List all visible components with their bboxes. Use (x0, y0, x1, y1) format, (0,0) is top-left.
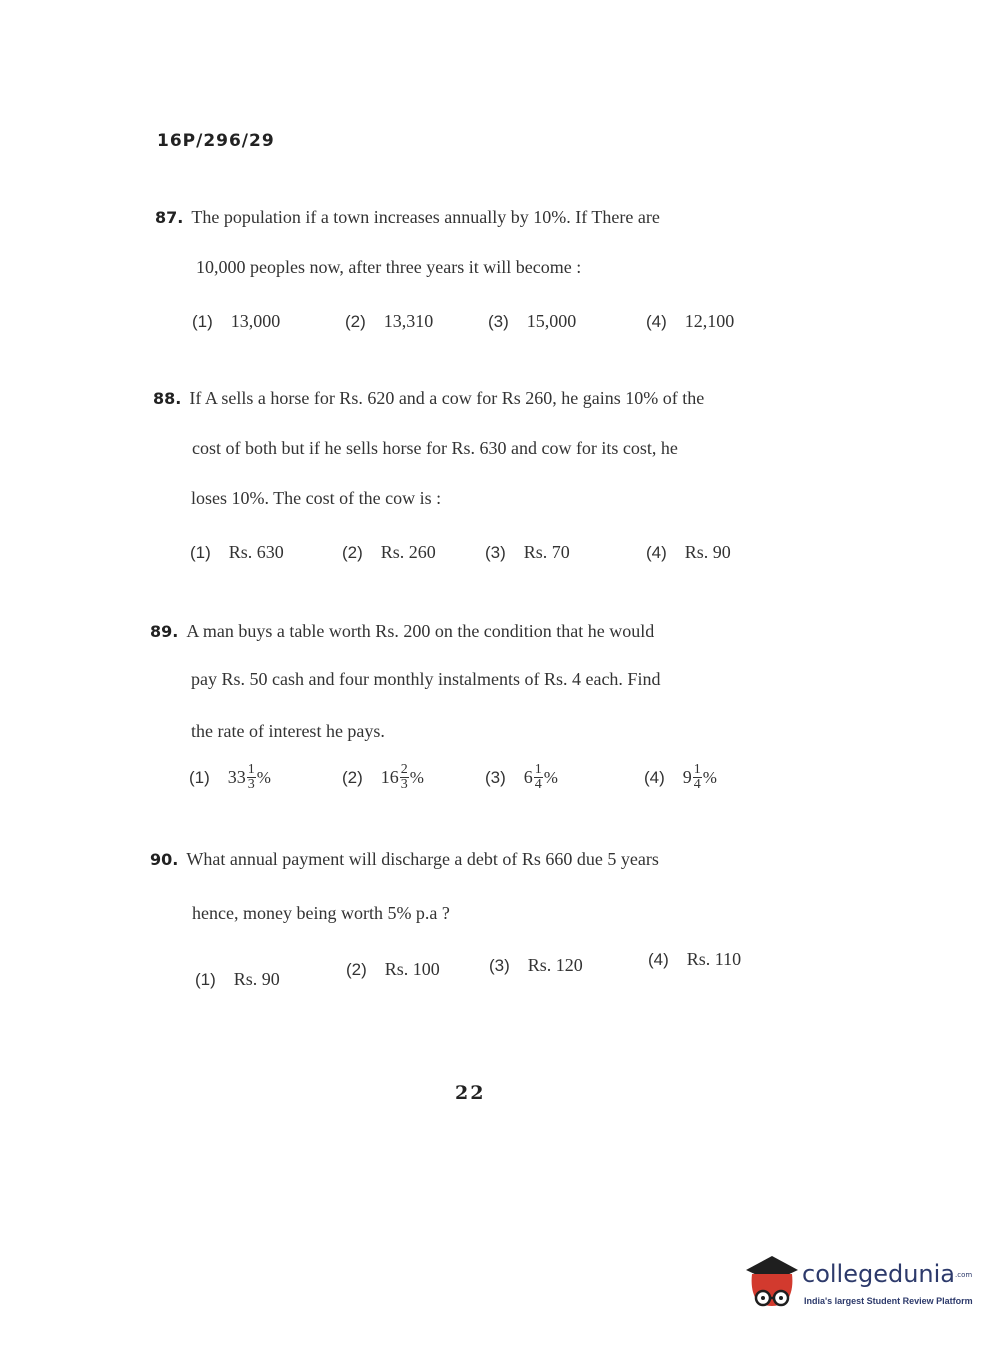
question-line (153, 388, 704, 409)
question-text: cost of both but if he sells horse for Rs. 630 and cow for its cost, he (192, 438, 678, 458)
option-suffix: % (256, 767, 271, 787)
option-fraction (247, 763, 256, 792)
question-text: 10,000 peoples now, after three years it will become : (196, 257, 582, 277)
option-2[interactable] (342, 542, 436, 563)
paper-code: 16P/296/29 (157, 131, 275, 151)
question-text: hence, money being worth 5% p.a ? (192, 903, 450, 923)
option-text: Rs. 260 (380, 542, 436, 562)
option-whole: 33 (227, 767, 246, 787)
option-whole: 6 (523, 767, 533, 787)
options-row (190, 542, 790, 582)
question-number: 89. (150, 622, 179, 641)
option-1[interactable] (189, 763, 271, 792)
question-text: What annual payment will discharge a debt of Rs 660 due 5 years (186, 849, 659, 869)
question-line (196, 257, 581, 278)
option-label: (4) (648, 950, 669, 969)
options-row (190, 311, 790, 351)
question-number: 90. (150, 850, 179, 869)
option-1[interactable] (195, 969, 280, 990)
question-text: The population if a town increases annually by 10%. If There are (191, 207, 660, 227)
option-text: Rs. 70 (523, 542, 570, 562)
option-text: Rs. 110 (686, 949, 742, 969)
question-text: the rate of interest he pays. (191, 721, 385, 741)
option-4[interactable] (646, 542, 731, 563)
question-text: If A sells a horse for Rs. 620 and a cow for Rs 260, he gains 10% of the (189, 388, 705, 408)
question-number: 87. (155, 208, 184, 227)
brand-suffix: .com (955, 1271, 973, 1279)
question-line (191, 721, 385, 742)
page-number: 22 (455, 1082, 486, 1104)
option-text: Rs. 100 (384, 959, 440, 979)
option-label: (1) (195, 970, 216, 989)
question-line (191, 488, 441, 509)
option-3[interactable] (485, 542, 570, 563)
option-2[interactable] (345, 311, 433, 332)
option-text: Rs. 120 (527, 955, 583, 975)
option-4[interactable] (648, 949, 741, 970)
option-1[interactable] (192, 311, 280, 332)
fraction-denominator: 3 (400, 777, 408, 792)
option-fraction (693, 763, 702, 792)
option-label: (1) (192, 312, 213, 331)
option-text: 12,100 (684, 311, 735, 331)
option-fraction (534, 763, 543, 792)
option-label: (2) (342, 543, 363, 562)
question-line (192, 903, 450, 924)
fraction-denominator: 4 (693, 777, 701, 792)
question-line (150, 621, 654, 642)
mascot-logo-icon (742, 1252, 802, 1316)
option-text: Rs. 90 (233, 969, 280, 989)
watermark-tagline: India's largest Student Review Platform (804, 1296, 973, 1306)
option-suffix: % (409, 767, 424, 787)
option-suffix: % (543, 767, 558, 787)
option-label: (3) (488, 312, 509, 331)
option-label: (2) (345, 312, 366, 331)
question-line (150, 849, 659, 870)
option-label: (3) (485, 767, 506, 787)
option-4[interactable] (644, 763, 717, 792)
option-label: (3) (485, 543, 506, 562)
option-label: (4) (646, 543, 667, 562)
option-4[interactable] (646, 311, 734, 332)
option-text: 13,310 (383, 311, 434, 331)
option-1[interactable] (190, 542, 284, 563)
option-label: (1) (190, 543, 211, 562)
brand-name: collegedunia (802, 1260, 956, 1288)
question-text: loses 10%. The cost of the cow is : (191, 488, 442, 508)
option-text: Rs. 630 (228, 542, 284, 562)
option-label: (4) (644, 767, 665, 787)
option-2[interactable] (346, 959, 440, 980)
fraction-denominator: 4 (534, 777, 542, 792)
option-label: (2) (346, 960, 367, 979)
option-label: (4) (646, 312, 667, 331)
option-text: 13,000 (230, 311, 281, 331)
fraction-numerator: 1 (534, 762, 542, 777)
fraction-numerator: 1 (247, 762, 255, 777)
question-line (192, 438, 678, 459)
fraction-numerator: 2 (400, 762, 408, 777)
option-3[interactable] (489, 955, 583, 976)
watermark-brand (802, 1260, 972, 1288)
option-2[interactable] (342, 763, 424, 792)
question-text: A man buys a table worth Rs. 200 on the condition that he would (186, 621, 655, 641)
option-suffix: % (702, 767, 717, 787)
option-whole: 9 (682, 767, 692, 787)
option-label: (2) (342, 767, 363, 787)
option-label: (1) (189, 767, 210, 787)
question-text: pay Rs. 50 cash and four monthly instalments of Rs. 4 each. Find (191, 669, 661, 689)
fraction-numerator: 1 (693, 762, 701, 777)
option-3[interactable] (488, 311, 576, 332)
option-label: (3) (489, 956, 510, 975)
option-text: 15,000 (526, 311, 577, 331)
options-row (190, 763, 790, 803)
question-number: 88. (153, 389, 182, 408)
option-3[interactable] (485, 763, 558, 792)
option-whole: 16 (380, 767, 399, 787)
option-fraction (400, 763, 409, 792)
options-row (190, 949, 790, 995)
question-line (155, 207, 660, 228)
fraction-denominator: 3 (247, 777, 255, 792)
question-line (191, 669, 660, 690)
collegedunia-watermark (742, 1252, 972, 1316)
option-text: Rs. 90 (684, 542, 731, 562)
